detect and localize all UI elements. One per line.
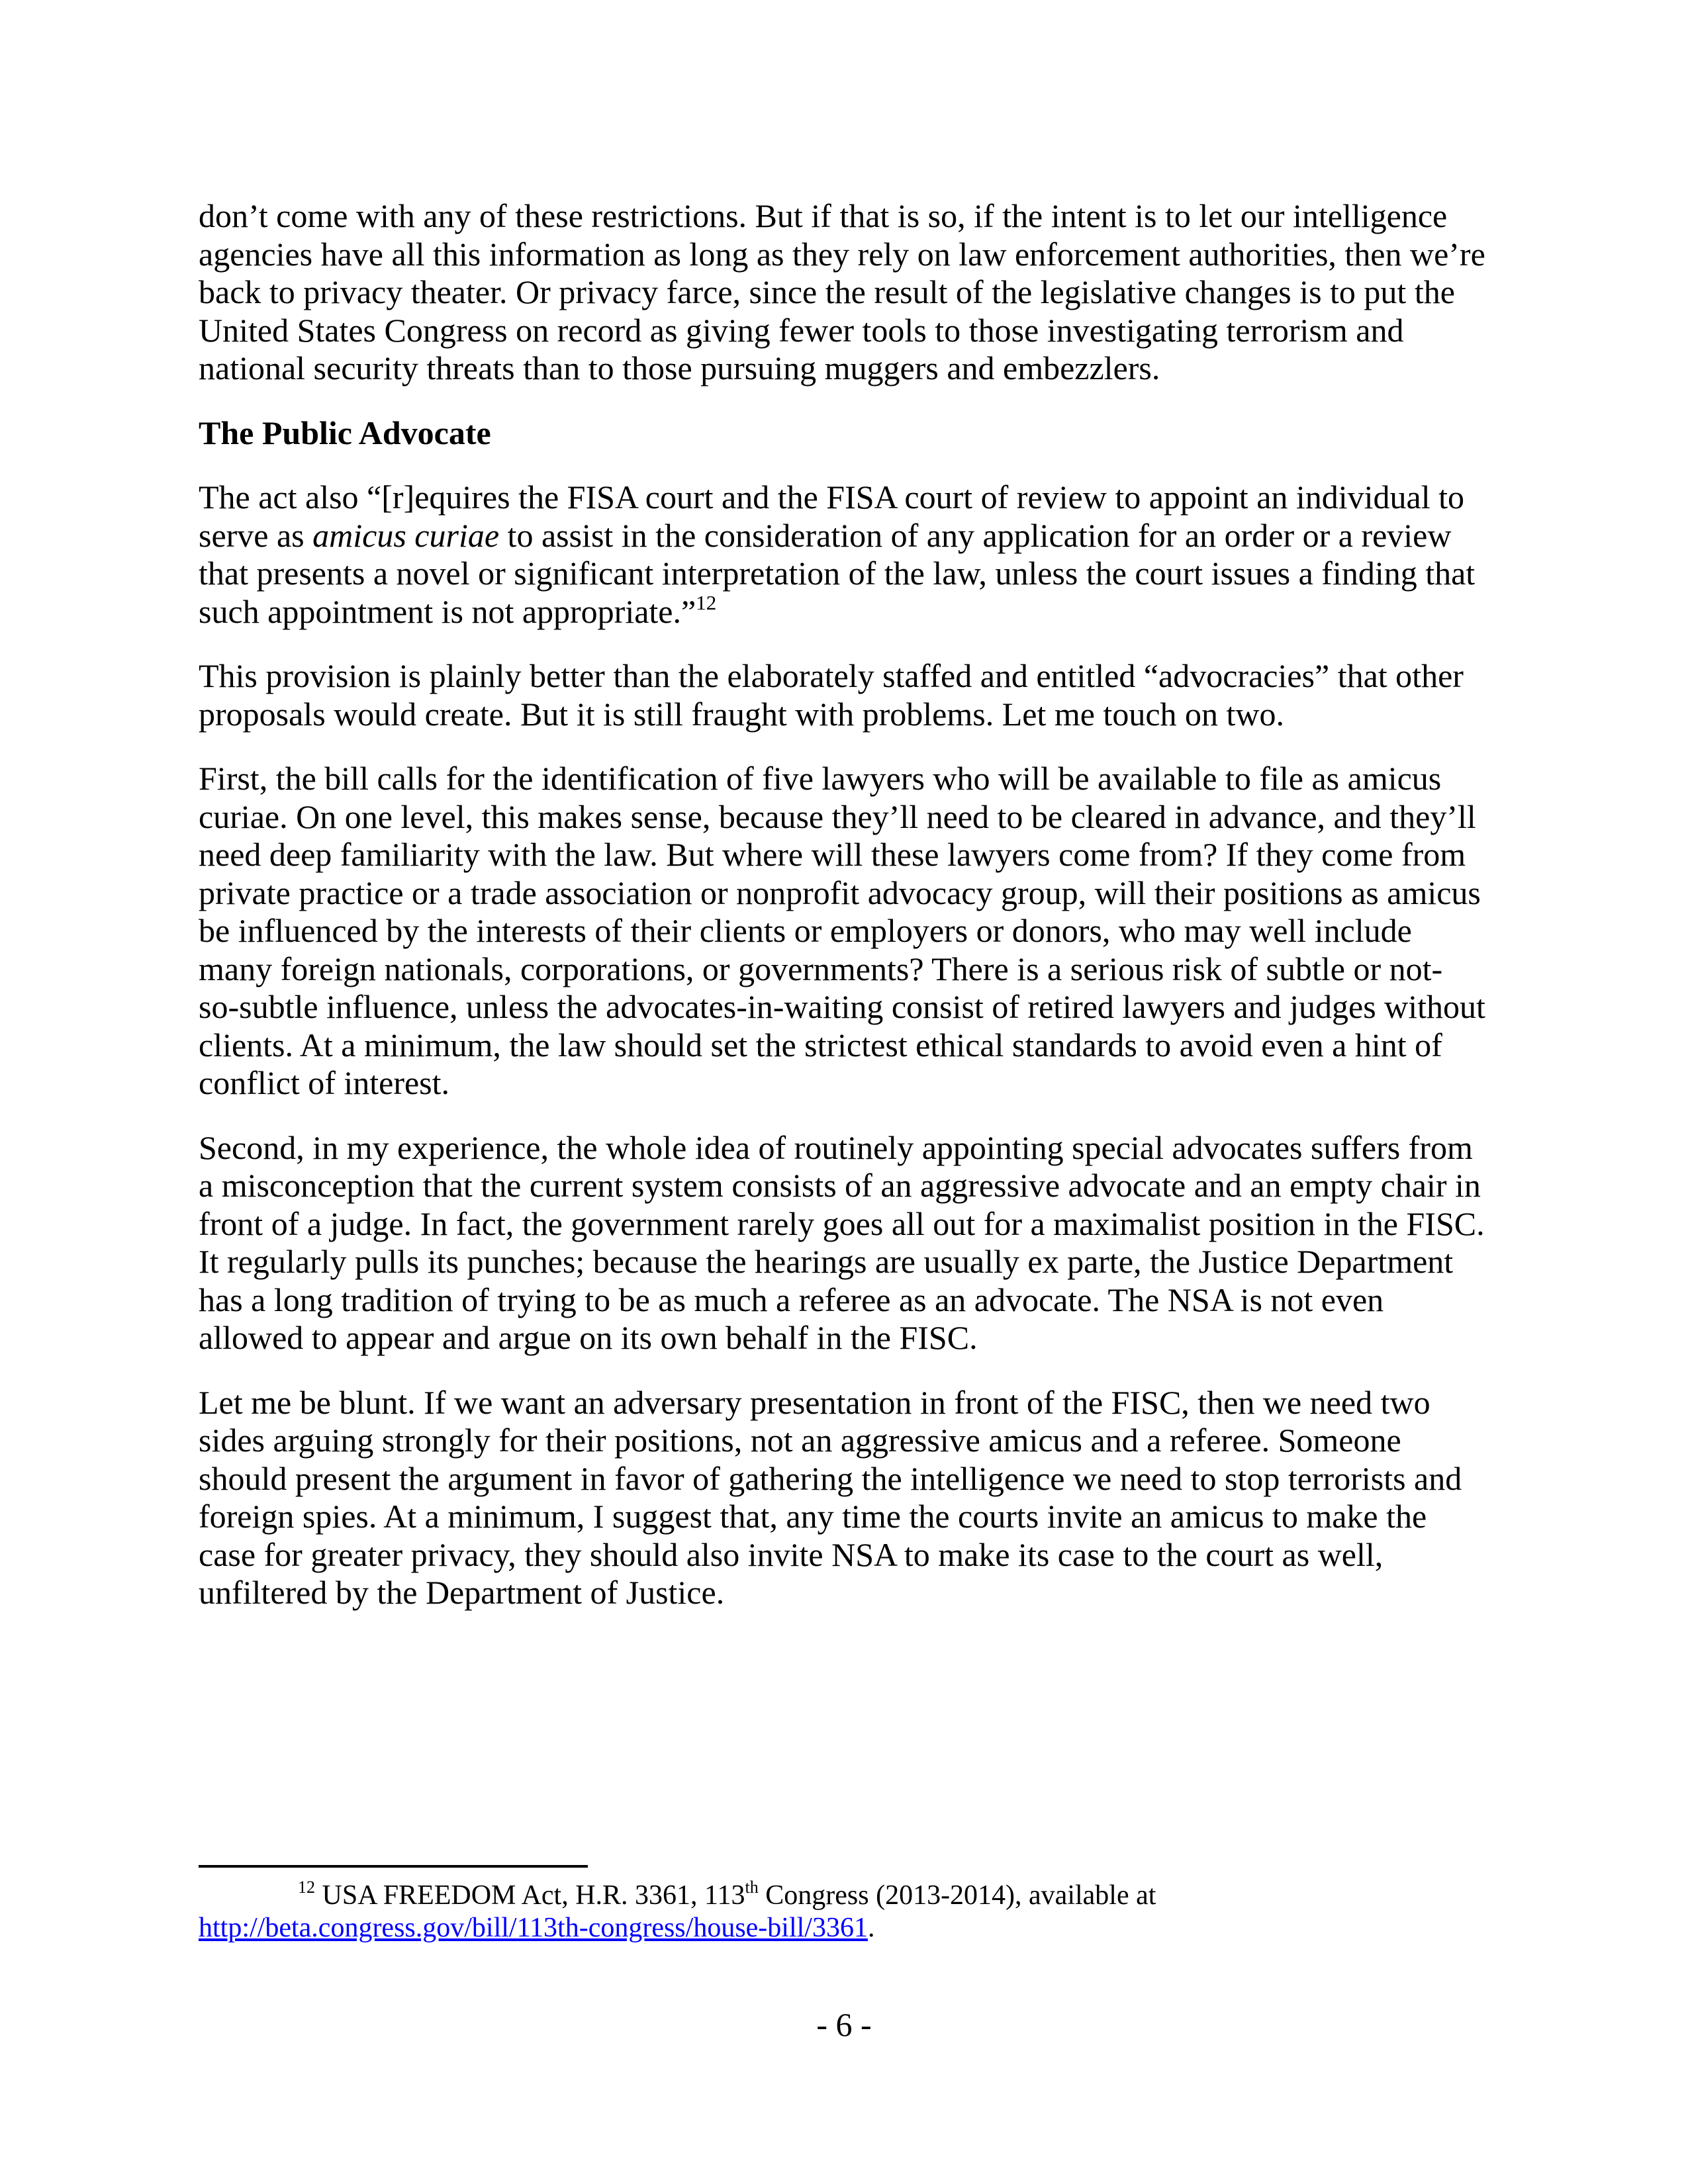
- paragraph-blunt: [199, 1384, 1496, 1612]
- section-heading: The Public Advocate: [199, 414, 491, 451]
- text-line: a misconception that the current system consists of an aggressive advocate and an empty chair in: [199, 1167, 1481, 1204]
- text-line: private practice or a trade association or nonprofit advocacy group, will their positions as amicus: [199, 874, 1481, 911]
- text-line: [199, 517, 1496, 555]
- paragraph-amicus-quote: [199, 478, 1496, 631]
- text-line: back to privacy theater. Or privacy farce, since the result of the legislative changes is to put the: [199, 273, 1455, 310]
- text-line: conflict of interest.: [199, 1064, 450, 1101]
- text-line: has a long tradition of trying to be as much a referee as an advocate. The NSA is not even: [199, 1281, 1384, 1318]
- footnote-number: 12: [298, 1878, 315, 1897]
- text-line: United States Congress on record as giving fewer tools to those investigating terrorism and: [199, 311, 1404, 349]
- paragraph-second: [199, 1129, 1496, 1357]
- text-line: unfiltered by the Department of Justice.: [199, 1574, 725, 1611]
- paragraph-provision: [199, 657, 1496, 733]
- text-line: Second, in my experience, the whole idea of routinely appointing special advocates suffers from: [199, 1128, 1473, 1166]
- text-line: clients. At a minimum, the law should set the strictest ethical standards to avoid even a hint of: [199, 1026, 1442, 1064]
- text-span: such appointment is not appropriate.”: [199, 592, 696, 630]
- paragraph-continued: [199, 197, 1496, 388]
- text-line: be influenced by the interests of their clients or employers or donors, who may well include: [199, 912, 1412, 949]
- text-line: need deep familiarity with the law. But where will these lawyers come from? If they come from: [199, 836, 1466, 873]
- paragraph-first: [199, 760, 1496, 1103]
- text-line: The act also “[r]equires the FISA court and the FISA court of review to appoint an individual to: [199, 478, 1465, 516]
- footnote-12: [199, 1880, 1496, 1944]
- text-line: [199, 590, 1496, 631]
- footnote-period: .: [867, 1913, 875, 1943]
- page-number: - 6 -: [816, 2006, 872, 2043]
- text-line: Let me be blunt. If we want an adversary presentation in front of the FISC, then we need two: [199, 1383, 1430, 1421]
- text-span: serve as: [199, 516, 313, 554]
- text-line: case for greater privacy, they should also invite NSA to make its case to the court as well,: [199, 1535, 1383, 1573]
- congress-bill-link[interactable]: http://beta.congress.gov/bill/113th-congress/house-bill/3361: [199, 1913, 868, 1943]
- text-line: agencies have all this information as long as they rely on law enforcement authorities, then we’re: [199, 235, 1485, 273]
- ordinal-suffix: th: [745, 1878, 759, 1897]
- footnote-text: Congress (2013-2014), available at: [758, 1880, 1156, 1911]
- text-line: It regularly pulls its punches; because the hearings are usually ex parte, the Justice Department: [199, 1243, 1454, 1280]
- footnote-line: [199, 1880, 1496, 1912]
- text-line: that presents a novel or significant interpretation of the law, unless the court issues a finding that: [199, 555, 1476, 592]
- document-body: [199, 197, 1496, 1639]
- text-span: to assist in the consideration of any application for an order or a review: [499, 516, 1452, 554]
- text-line: proposals would create. But it is still fraught with problems. Let me touch on two.: [199, 695, 1285, 733]
- text-line: so-subtle influence, unless the advocates-in-waiting consist of retired lawyers and judges without: [199, 988, 1485, 1025]
- text-line: sides arguing strongly for their positions, not an aggressive amicus and a referee. Someone: [199, 1422, 1401, 1459]
- footnote-reference[interactable]: 12: [696, 590, 717, 614]
- text-line: First, the bill calls for the identification of five lawyers who will be available to file as amicus: [199, 760, 1442, 797]
- text-line: This provision is plainly better than the elaborately staffed and entitled “advocracies” that other: [199, 657, 1464, 694]
- italic-term: amicus curiae: [312, 516, 500, 554]
- footnote-line: [199, 1912, 1496, 1944]
- text-line: many foreign nationals, corporations, or governments? There is a serious risk of subtle or not-: [199, 950, 1443, 987]
- text-line: front of a judge. In fact, the government rarely goes all out for a maximalist position in the FISC.: [199, 1205, 1485, 1242]
- text-line: allowed to appear and argue on its own behalf in the FISC.: [199, 1319, 978, 1356]
- footnote-text: USA FREEDOM Act, H.R. 3361, 113: [315, 1880, 745, 1911]
- text-line: should present the argument in favor of gathering the intelligence we need to stop terrorists and: [199, 1459, 1462, 1497]
- text-line: curiae. On one level, this makes sense, because they’ll need to be cleared in advance, and they’ll: [199, 797, 1476, 835]
- text-line: foreign spies. At a minimum, I suggest that, any time the courts invite an amicus to make the: [199, 1498, 1427, 1535]
- text-line: don’t come with any of these restrictions. But if that is so, if the intent is to let our intelligence: [199, 197, 1448, 234]
- footnote-separator: [199, 1865, 588, 1868]
- text-line: national security threats than to those pursuing muggers and embezzlers.: [199, 349, 1160, 387]
